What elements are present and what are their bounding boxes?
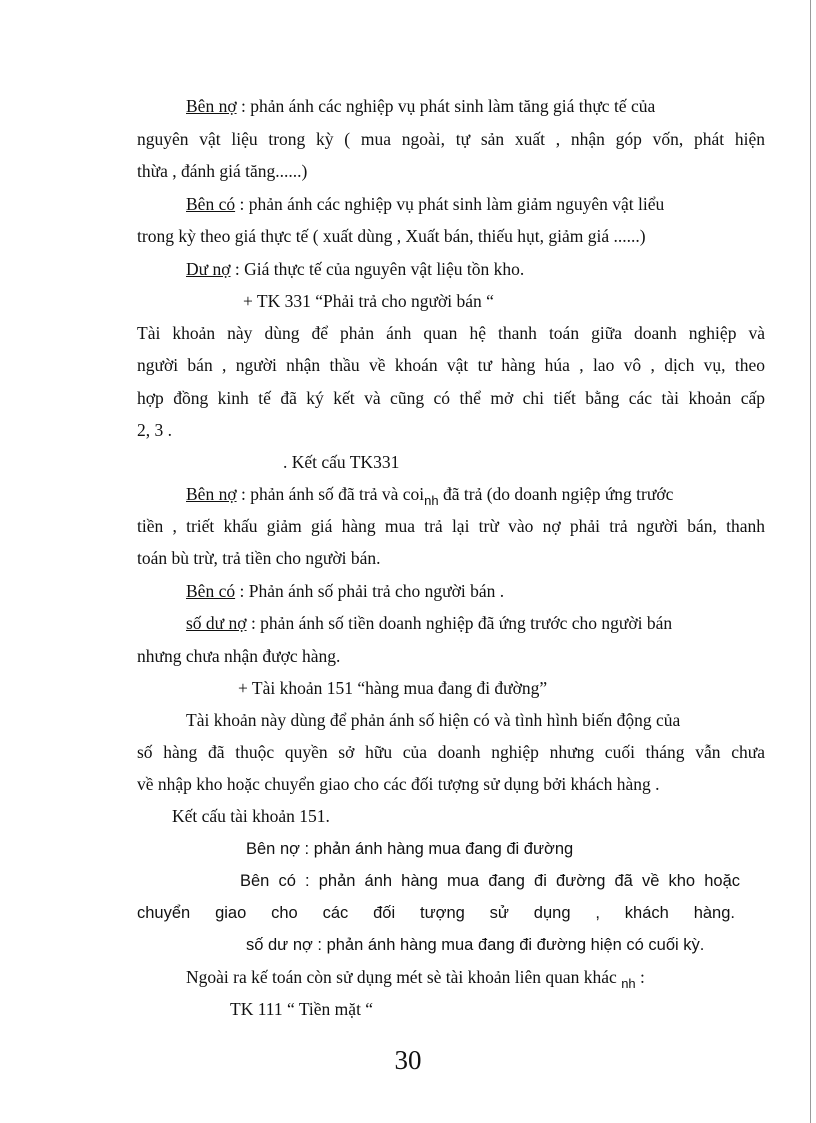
text-segment: : Giá thực tế của nguyên vật liệu tồn kho. [230,259,525,279]
text-line [137,774,659,794]
text-line [137,548,381,568]
text-line [186,259,524,279]
text-segment: chuyển giao cho các đối tượng sử dụng , khách hàng. [137,904,735,922]
text-segment: + Tài khoản 151 “hàng mua đang đi đường” [238,678,548,698]
text-segment: 2, 3 . [137,420,172,440]
text-line [186,581,504,601]
text-line [238,678,547,698]
text-segment: thừa , đánh giá tăng......) [137,161,308,181]
text-segment: hợp đồng kinh tế đã ký kết và cũng có thể mở chi tiết bằng các tài khoản cấp [137,388,765,408]
text-line [137,420,172,440]
text-line [246,935,704,955]
text-line [186,710,680,730]
text-segment: toán bù trừ, trả tiền cho người bán. [137,548,381,568]
text-segment: Ngoài ra kế toán còn sử dụng mét sè tài khoản liên quan khác [186,967,622,987]
text-line [186,613,672,633]
text-line [186,96,655,116]
underlined-label: số dư nợ [186,613,247,633]
text-line [137,226,646,246]
underlined-label: Dư nợ [186,259,231,279]
text-segment: : [635,967,645,987]
text-segment: người bán , người nhận thầu về khoán vật tư hàng húa , lao vô , dịch vụ, theo [137,355,765,375]
text-line [137,388,765,408]
text-segment: tiền , triết khấu giảm giá hàng mua trả lại trừ vào nợ phải trả người bán, thanh [137,516,765,536]
text-segment: : phản ánh số đã trả và coi [236,484,425,504]
text-segment: Kết cấu tài khoản 151. [172,806,330,826]
underlined-label: Bên có [186,581,236,601]
text-line [283,452,399,472]
text-line [246,839,573,859]
underlined-label: Bên nợ [186,96,237,116]
text-line [137,903,735,923]
text-line [137,323,765,343]
text-line [137,129,765,149]
text-line [186,484,673,506]
text-line [137,355,765,375]
text-segment: + TK 331 “Phải trả cho người bán “ [243,291,494,311]
underlined-label: Bên nợ [186,484,237,504]
text-segment: TK 111 “ Tiền mặt “ [230,999,374,1019]
underlined-label: Bên có [186,194,236,214]
text-segment: : phản ánh các nghiệp vụ phát sinh làm giảm nguyên vật liểu [235,194,665,214]
text-segment: nhưng chưa nhận được hàng. [137,646,341,666]
text-segment: . Kết cấu TK331 [283,452,400,472]
text-line [186,967,645,989]
text-segment: : Phản ánh số phải trả cho người bán . [235,581,505,601]
text-segment: trong kỳ theo giá thực tế ( xuất dùng , Xuất bán, thiếu hụt, giảm giá ......) [137,226,646,246]
text-segment: Bên có : phản ánh hàng mua đang đi đường đã về kho hoặc [240,872,740,890]
subscript-text: nh [621,976,636,991]
text-segment: đã trả (do doanh ngiệp ứng trước [438,484,674,504]
text-segment: Tài khoản này dùng để phản ánh số hiện có và tình hình biến động của [186,710,681,730]
page-border-line [810,0,811,1123]
text-segment: Bên nợ : phản ánh hàng mua đang đi đường [246,840,574,858]
text-line [240,871,740,891]
text-line [137,161,307,181]
text-segment: số hàng đã thuộc quyền sở hữu của doanh nghiệp nhưng cuối tháng vẫn chưa [137,742,765,762]
text-line [137,516,765,536]
text-line [137,742,765,762]
text-segment: về nhập kho hoặc chuyển giao cho các đối tượng sử dụng bởi khách hàng . [137,774,660,794]
page-number: 30 [394,1045,422,1075]
text-line [172,806,330,826]
text-line [137,646,340,666]
text-segment: Tài khoản này dùng để phản ánh quan hệ thanh toán giữa doanh nghiệp và [137,323,765,343]
text-line [230,999,373,1019]
text-line [243,291,494,311]
text-segment: nguyên vật liệu trong kỳ ( mua ngoài, tự sản xuất , nhận góp vốn, phát hiện [137,129,765,149]
text-segment: : phản ánh số tiền doanh nghiệp đã ứng trước cho người bán [246,613,673,633]
text-segment: số dư nợ : phản ánh hàng mua đang đi đường hiện có cuối kỳ. [246,936,705,954]
text-segment: : phản ánh các nghiệp vụ phát sinh làm tăng giá thực tế của [236,96,656,116]
text-line [186,194,664,214]
subscript-text: nh [424,493,439,508]
